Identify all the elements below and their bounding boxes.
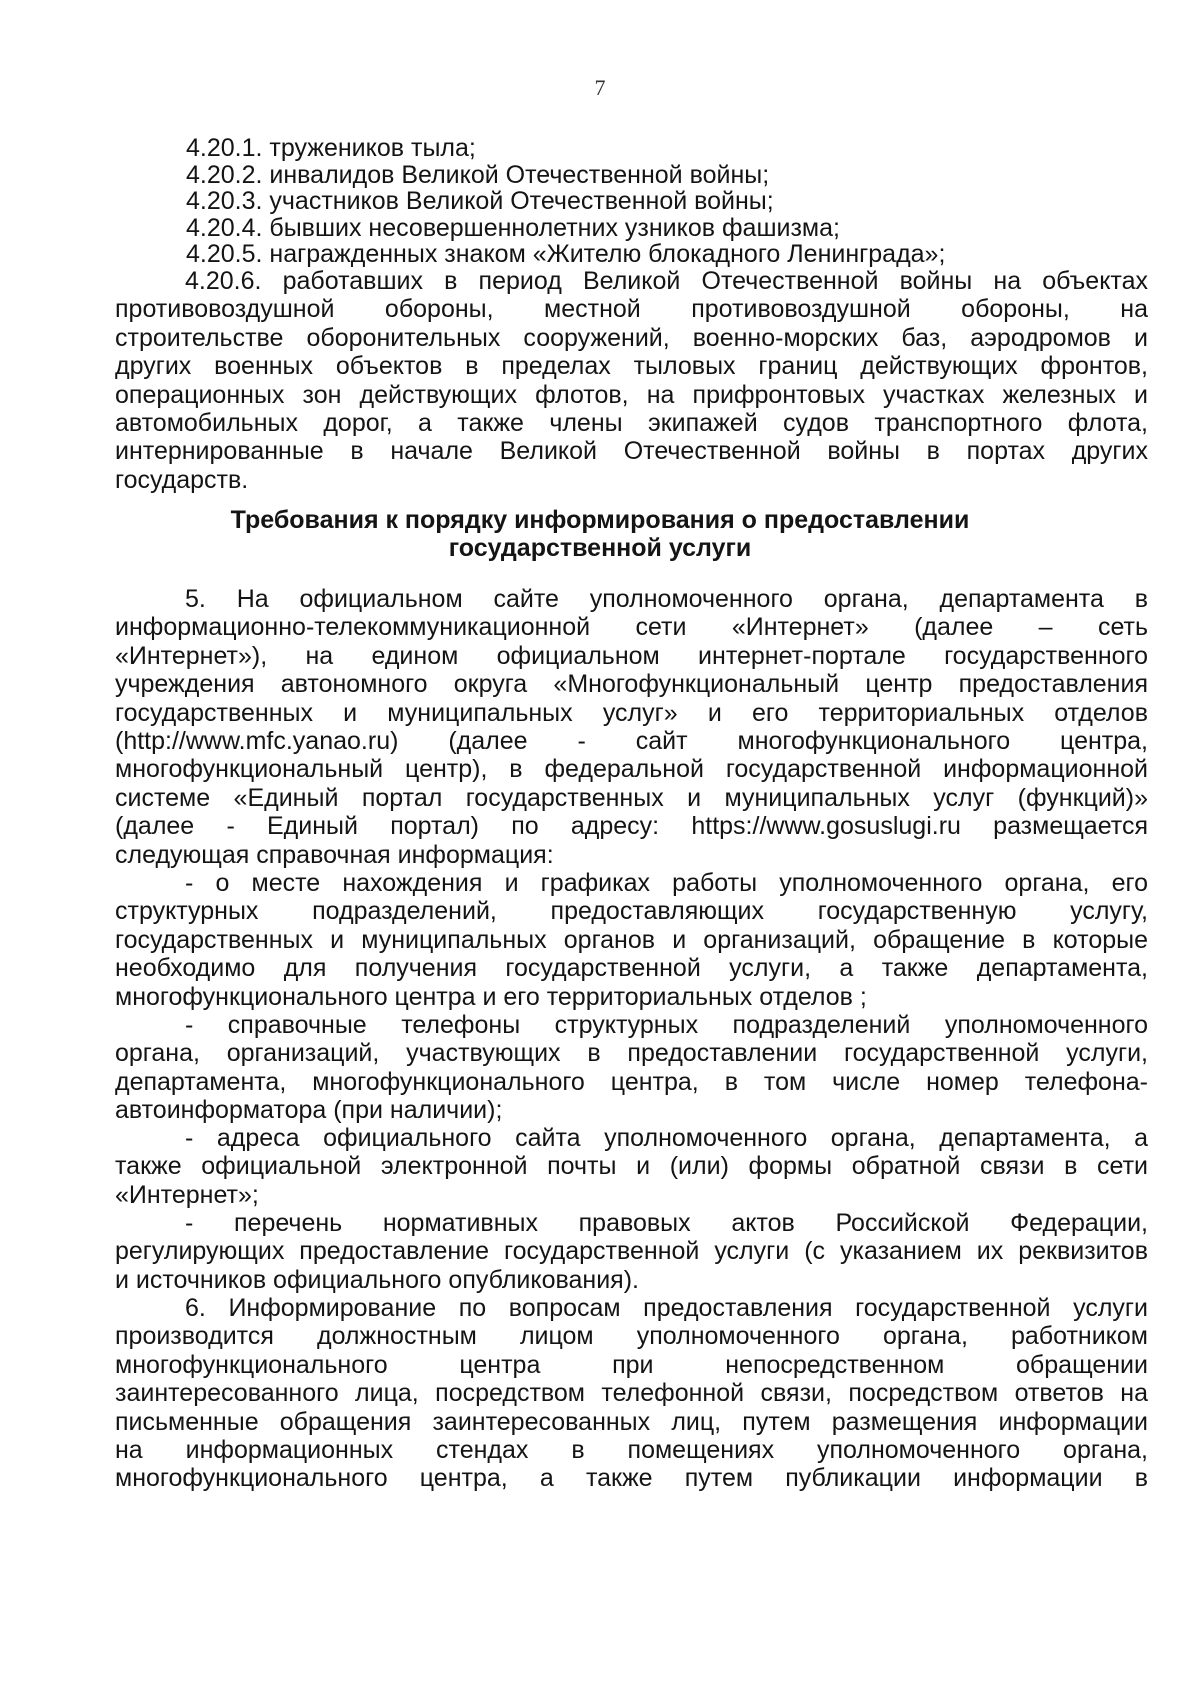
- text-line: «Интернет»), на едином официальном интернет-портале государственного: [115, 641, 1148, 670]
- text-line: учреждения автономного округа «Многофункциональный центр предоставления: [115, 670, 1148, 699]
- text-line: необходимо для получения государственной услуги, а также департамента,: [115, 954, 1148, 983]
- item-4-20-6: [115, 267, 1148, 494]
- list-item: 4.20.2. инвалидов Великой Отечественной войны;: [186, 161, 770, 189]
- text-line: многофункционального центра и его территориальных отделов ;: [115, 982, 867, 1011]
- text-line: интернированные в начале Великой Отечественной войны в портах других: [115, 437, 1148, 466]
- section-heading-line: государственной услуги: [448, 534, 752, 562]
- section-heading-line: Требования к порядку информирования о предоставлении: [230, 506, 970, 534]
- text-line: 6. Информирование по вопросам предоставления государственной услуги: [185, 1294, 1148, 1322]
- text-line: регулирующих предоставление государственной услуги (с указанием их реквизитов: [115, 1237, 1148, 1266]
- text-line: органа, организаций, участвующих в предоставлении государственной услуги,: [115, 1039, 1148, 1068]
- bullet-website-addresses: [115, 1124, 1148, 1209]
- text-line: следующая справочная информация:: [115, 840, 554, 869]
- text-line: - справочные телефоны структурных подразделений уполномоченного: [185, 1011, 1148, 1039]
- text-line: на информационных стендах в помещениях уполномоченного органа,: [115, 1436, 1148, 1465]
- bullet-location-schedule: [115, 869, 1148, 1011]
- text-line: департамента, многофункционального центра, в том числе номер телефона-: [115, 1067, 1148, 1096]
- text-line: государств.: [115, 465, 249, 494]
- text-line: государственных и муниципальных органов и организаций, обращение в которые: [115, 925, 1148, 954]
- text-line: многофункционального центра при непосредственном обращении: [115, 1350, 1148, 1379]
- text-line: строительстве оборонительных сооружений, военно-морских баз, аэродромов и: [115, 323, 1148, 352]
- text-line: «Интернет»;: [115, 1180, 259, 1209]
- text-line: и источников официального опубликования).: [115, 1265, 639, 1294]
- text-line: также официальной электронной почты и (или) формы обратной связи в сети: [115, 1152, 1148, 1181]
- text-line: - адреса официального сайта уполномоченного органа, департамента, а: [185, 1124, 1148, 1152]
- text-line: системе «Единый портал государственных и муниципальных услуг (функций)»: [115, 783, 1148, 812]
- text-line: других военных объектов в пределах тыловых границ действующих фронтов,: [115, 352, 1148, 381]
- page-number: 7: [594, 75, 606, 100]
- text-line: (далее - Единый портал) по адресу: https://www.gosuslugi.ru размещается: [115, 812, 1148, 841]
- paragraph-5: [115, 585, 1148, 869]
- text-line: многофункционального центра, а также путем публикации информации в: [115, 1464, 1148, 1493]
- text-line: многофункциональный центр), в федеральной государственной информационной: [115, 755, 1148, 784]
- text-line: автоинформатора (при наличии);: [115, 1096, 503, 1125]
- list-item: 4.20.1. тружеников тыла;: [186, 134, 476, 162]
- text-line: (http://www.mfc.yanao.ru) (далее - сайт многофункционального центра,: [115, 727, 1148, 756]
- text-line: противовоздушной обороны, местной противовоздушной обороны, на: [115, 295, 1148, 324]
- text-line: заинтересованного лица, посредством телефонной связи, посредством ответов на: [115, 1379, 1148, 1408]
- bullet-phones: [115, 1011, 1148, 1125]
- text-line: письменные обращения заинтересованных лиц, путем размещения информации: [115, 1407, 1148, 1436]
- list-item: 4.20.5. награжденных знаком «Жителю блокадного Ленинграда»;: [186, 240, 946, 268]
- text-line: 5. На официальном сайте уполномоченного органа, департамента в: [185, 585, 1148, 613]
- text-line: - перечень нормативных правовых актов Российской Федерации,: [185, 1209, 1148, 1237]
- list-item: 4.20.4. бывших несовершеннолетних узников фашизма;: [186, 214, 840, 242]
- text-line: структурных подразделений, предоставляющих государственную услугу,: [115, 897, 1148, 926]
- text-line: информационно-телекоммуникационной сети «Интернет» (далее – сеть: [115, 613, 1148, 642]
- list-item: 4.20.3. участников Великой Отечественной войны;: [186, 187, 774, 215]
- text-line: производится должностным лицом уполномоченного органа, работником: [115, 1322, 1148, 1351]
- text-line: - о месте нахождения и графиках работы уполномоченного органа, его: [185, 869, 1148, 897]
- text-line: 4.20.6. работавших в период Великой Отечественной войны на объектах: [185, 267, 1148, 295]
- paragraph-6: [115, 1294, 1148, 1493]
- text-line: государственных и муниципальных услуг» и его территориальных отделов: [115, 698, 1148, 727]
- text-line: операционных зон действующих флотов, на прифронтовых участках железных и: [115, 380, 1148, 409]
- bullet-legal-acts: [115, 1209, 1148, 1294]
- text-line: автомобильных дорог, а также члены экипажей судов транспортного флота,: [115, 409, 1148, 438]
